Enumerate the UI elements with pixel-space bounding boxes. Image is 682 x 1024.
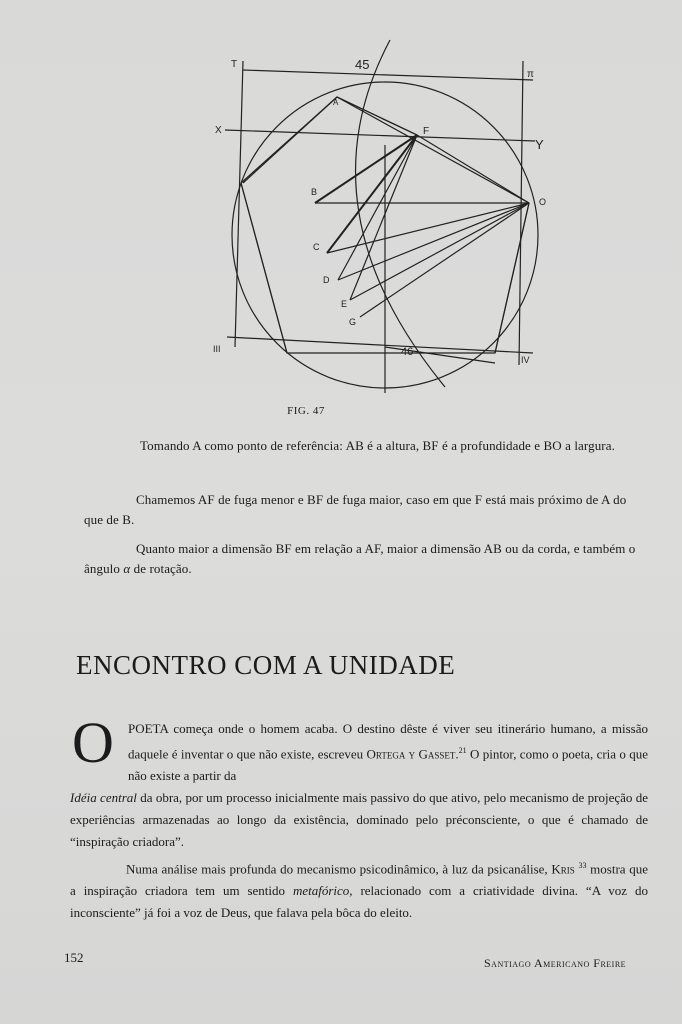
- label-46: 46: [401, 346, 414, 358]
- ray-a-left: [243, 97, 337, 183]
- label-45: 45: [355, 57, 370, 72]
- paragraph-poeta-mid: O pintor, como o poeta, cria o que não existe a partir da: [128, 746, 648, 784]
- arc-line: [356, 40, 445, 387]
- label-c: C: [313, 242, 320, 252]
- geometric-figure: [205, 35, 565, 400]
- horizontal-line-top: [243, 70, 533, 80]
- ray-o-e: [350, 203, 529, 300]
- label-a: A: [333, 98, 339, 107]
- label-b: B: [311, 187, 318, 197]
- label-f: F: [423, 126, 430, 137]
- label-o: O: [539, 197, 547, 207]
- paragraph-poeta-indented: POETA começa onde o homem acaba. O destino dêste é viver seu itinerário humano, a missão daquele é inventar o que não existe, escreveu Ortega y Gasset.$^{21}$ O pintor, como o poeta, cria o que não existe a partir da: [128, 721, 648, 784]
- ray-o-a: [337, 97, 529, 203]
- ray-o-d: [338, 203, 529, 280]
- section-heading: ENCONTRO COM A UNIDADE: [76, 650, 456, 680]
- running-footer-author: Santiago Americano Freire: [484, 956, 627, 970]
- footnote-ref-21: 21: [458, 746, 467, 755]
- bold-segment-b-f: [315, 135, 417, 203]
- ray-f-d: [338, 135, 417, 280]
- paragraph-poeta-start: POETA começa onde o homem acaba. O destino dêste é viver seu itinerário humano, a missão daquele é inventar o que não existe, escreveu: [128, 721, 648, 762]
- vertical-line-left: [235, 61, 243, 347]
- label-y: Y: [535, 137, 544, 152]
- paragraph-dimension: [84, 539, 644, 579]
- figure-caption: FIG. 47: [287, 405, 325, 417]
- label-pi: π: [527, 69, 534, 80]
- page-number: 152: [64, 950, 84, 965]
- label-iii: III: [213, 344, 221, 354]
- drop-cap: O: [72, 710, 114, 775]
- paragraph-analise-mid: mostra que a inspiração criadora tem um sentido: [70, 861, 648, 899]
- label-e: E: [341, 299, 348, 309]
- figure-47-diagram: [205, 35, 565, 400]
- paragraph-reference-point: Tomando A como ponto de referência: AB é a altura, BF é a profundidade e BO a largura.: [140, 438, 615, 453]
- author-kris: Kris: [551, 861, 575, 877]
- label-g: G: [349, 317, 357, 327]
- footnote-ref-33: 33: [578, 861, 587, 870]
- paragraph-poeta: [70, 718, 648, 853]
- label-iv: IV: [521, 355, 530, 365]
- ray-left-bottom: [241, 183, 287, 353]
- bold-segment-c-f: [327, 135, 417, 253]
- horizontal-line-bottom: [227, 337, 533, 353]
- vertical-line-right: [519, 61, 523, 365]
- horizontal-line-xy: [225, 130, 535, 141]
- italic-ideia-central: Idéia central: [70, 790, 137, 806]
- paragraph-dimension-text: Quanto maior a dimensão BF em relação a AF, maior a dimensão AB ou da corda, e também o ângulo: [84, 541, 636, 576]
- paragraph-poeta-rest: da obra, por um processo inicialmente mais passivo do que ativo, pelo mecanismo de projeção de experiências armazenadas ao longo da existência, dominado pelo préconsciente, o que é chamado de “inspiração criadora”.: [70, 790, 648, 850]
- paragraph-analise-rest: relacionado com a criatividade divina. “A voz do inconsciente” já foi a voz de Deus, que falava pela bôca do eleito.: [70, 883, 648, 921]
- author-ortega: Ortega y Gasset: [366, 746, 456, 762]
- italic-metaforico: metafórico,: [292, 883, 353, 899]
- paragraph-analise: [70, 855, 648, 924]
- alpha-symbol: α: [123, 561, 131, 576]
- ray-f-a: [337, 97, 417, 135]
- ray-o-bottom: [495, 203, 529, 353]
- label-d: D: [323, 275, 330, 285]
- paragraph-dimension-end: de rotação.: [130, 561, 192, 576]
- paragraph-analise-start: Numa análise mais profunda do mecanismo psicodinâmico, à luz da psicanálise,: [126, 861, 552, 877]
- label-x: X: [215, 125, 222, 136]
- paragraph-fuga: Chamemos AF de fuga menor e BF de fuga maior, caso em que F está mais próximo de A do que de B.: [84, 492, 627, 527]
- label-t: T: [231, 59, 238, 70]
